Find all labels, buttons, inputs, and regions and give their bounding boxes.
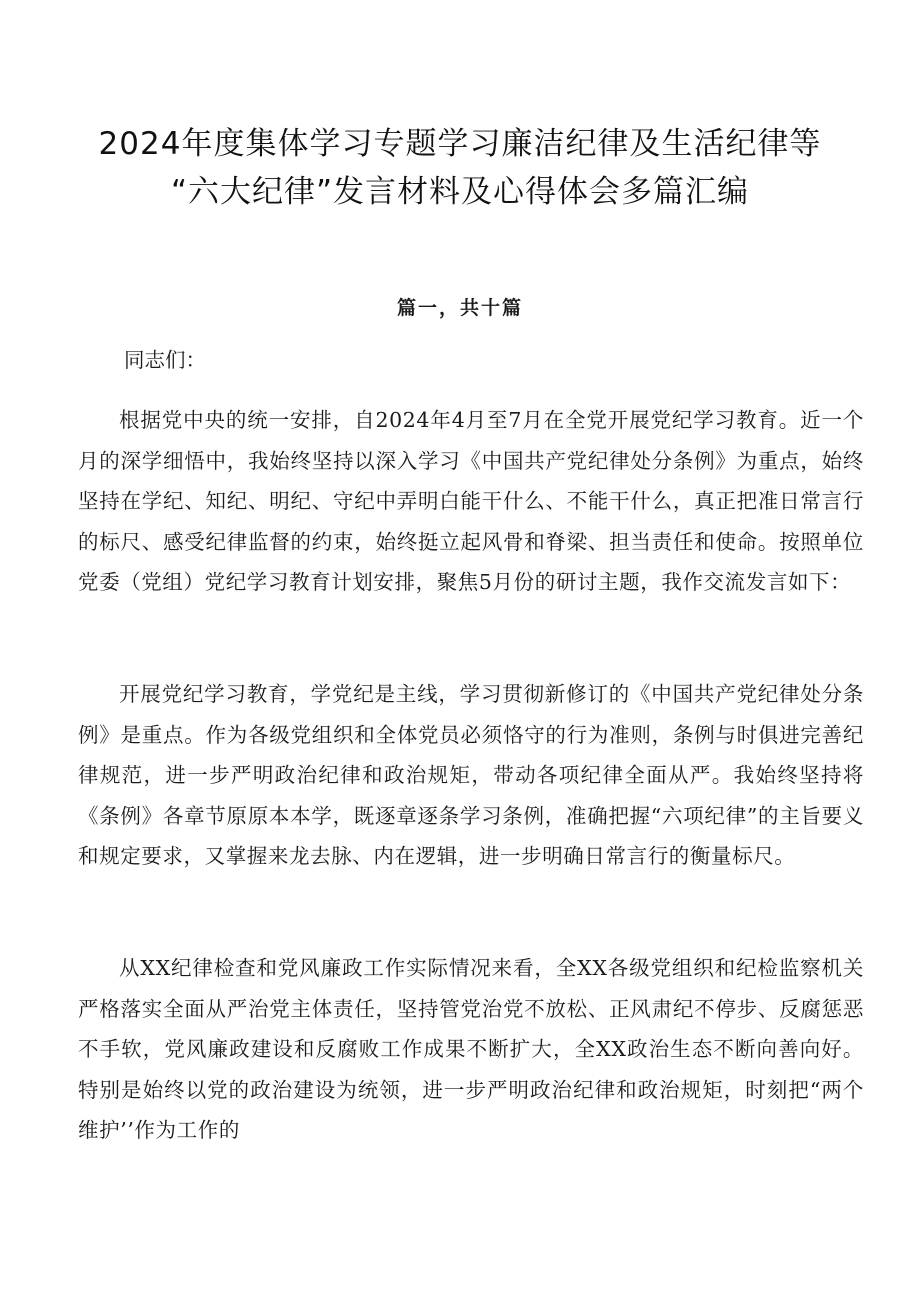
document-title-line-1: 2024年度集体学习专题学习廉洁纪律及生活纪律等 bbox=[98, 126, 822, 162]
paragraph-3: 从XX纪律检查和党风廉政工作实际情况来看，全XX各级党组织和纪检监察机关严格落实全面从严治党主体责任，坚持管党治党不放松、正风肃纪不停步、反腐惩恶不手软，党风廉政建设和反腐败工作成果不断扩大，全XX政治生态不断向善向好。特别是始终以党的政治建设为统领，进一步严明政治纪律和政治规矩，时刻把“两个维护’’作为工作的 bbox=[78, 956, 864, 1143]
paragraph-2: 开展党纪学习教育，学党纪是主线，学习贯彻新修订的《中国共产党纪律处分条例》是重点。作为各级党组织和全体党员必须恪守的行为准则，条例与时俱进完善纪律规范，进一步严明政治纪律和政治规矩，带动各项纪律全面从严。我始终坚持将《条例》各章节原原本本学，既逐章逐条学习条例，准确把握“六项纪律”的主旨要义和规定要求，又掌握来龙去脉、内在逻辑，进一步明确日常言行的衡量标尺。 bbox=[78, 682, 864, 869]
section-heading: 篇一，共十篇 bbox=[396, 297, 523, 319]
greeting: 同志们： bbox=[124, 348, 206, 372]
document-title-line-2: “六大纪律”发言材料及心得体会多篇汇编 bbox=[170, 174, 750, 210]
paragraph-1: 根据党中央的统一安排，自2024年4月至7月在全党开展党纪学习教育。近一个月的深学细悟中，我始终坚持以深入学习《中国共产党纪律处分条例》为重点，始终坚持在学纪、知纪、明纪、守纪中弄明白能干什么、不能干什么，真正把准日常言行的标尺、感受纪律监督的约束，始终挺立起风骨和脊梁、担当责任和使命。按照单位党委（党组）党纪学习教育计划安排，聚焦5月份的研讨主题，我作交流发言如下： bbox=[78, 408, 864, 595]
